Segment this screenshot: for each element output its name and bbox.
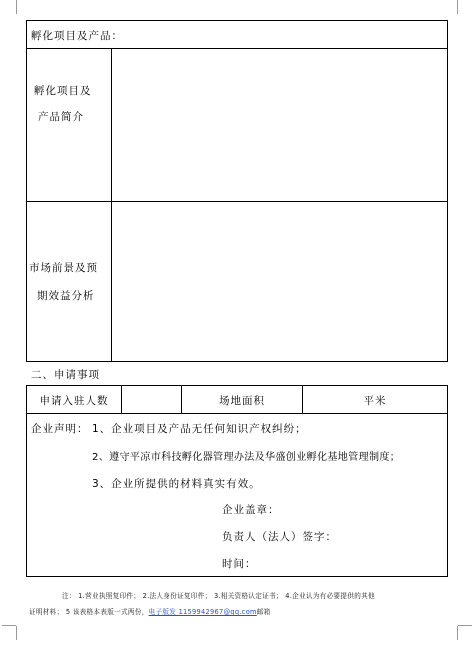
application-table-divider xyxy=(26,413,448,414)
site-area-label: 场地面积 xyxy=(219,395,265,407)
market-label-line-2: 期效益分析 xyxy=(37,290,95,302)
time-field[interactable] xyxy=(262,554,432,570)
seal-label: 企业盖章： xyxy=(222,504,280,516)
time-label: 时间： xyxy=(222,558,257,570)
footnote-line-1: 注： 1.营业执照复印件； 2.法人身份证复印件； 3.相关资格认定证书； 4.企业认为有必要提供的其他 xyxy=(62,592,375,600)
footnote-line-2-suffix: 邮箱 xyxy=(256,608,271,616)
project-intro-label-line-1: 孵化项目及 xyxy=(34,85,92,97)
crop-mark-top-left-v xyxy=(16,0,17,14)
email-link[interactable]: 电子版发 1159942967@qq.com xyxy=(148,608,257,616)
signature-field[interactable] xyxy=(342,527,437,543)
seal-field[interactable] xyxy=(290,500,430,516)
declaration-heading: 企业声明： xyxy=(31,423,89,435)
market-label-line-1: 市场前景及预 xyxy=(29,262,98,274)
application-section-title: 二、申请事项 xyxy=(31,369,100,381)
declaration-item-3: 3、企业所提供的材料真实有效。 xyxy=(92,478,261,490)
footnote-line-2-prefix: 证明材料； 5 该表格本表版一式两份， xyxy=(29,608,149,616)
declaration-item-1: 1、企业项目及产品无任何知识产权纠纷； xyxy=(92,423,307,435)
project-intro-label-line-2: 产品简介 xyxy=(38,111,84,123)
crop-mark-bottom-left-h xyxy=(2,625,16,626)
market-analysis-content[interactable] xyxy=(112,202,447,361)
area-unit-label: 平米 xyxy=(363,395,387,407)
signature-label: 负责人（法人）签字： xyxy=(222,531,337,543)
crop-mark-bottom-right-v xyxy=(457,626,458,640)
headcount-field[interactable] xyxy=(122,386,181,413)
declaration-item-2: 2、遵守平凉市科技孵化器管理办法及华盛创业孵化基地管理制度； xyxy=(92,452,401,463)
crop-mark-bottom-left-v xyxy=(16,626,17,640)
project-intro-content[interactable] xyxy=(112,49,447,201)
incubation-section-header: 孵化项目及产品： xyxy=(31,30,123,42)
footnote-line-2 xyxy=(29,606,271,616)
crop-mark-top-right-v xyxy=(457,0,458,14)
headcount-label: 申请入驻人数 xyxy=(39,395,109,407)
crop-mark-bottom-right-h xyxy=(458,625,472,626)
